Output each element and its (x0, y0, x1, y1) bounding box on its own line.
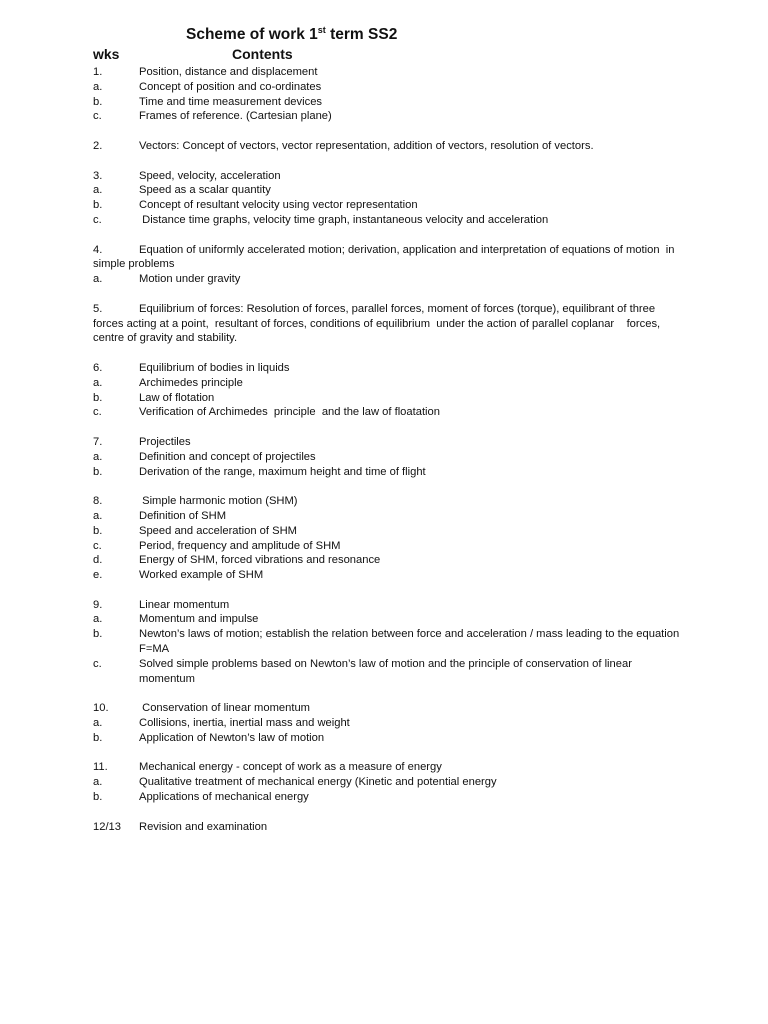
item-number: b. (93, 465, 103, 478)
list-item (93, 731, 683, 746)
item-number: d. (93, 554, 103, 567)
item-number: a. (93, 80, 103, 93)
item-text: Solved simple problems based on Newton’s law of motion and the principle of conservation of linear momentum (139, 657, 636, 685)
list-item (93, 361, 683, 376)
item-number: 11. (93, 761, 108, 774)
list-item (93, 169, 683, 184)
list-item (93, 820, 683, 835)
item-text: Distance time graphs, velocity time graph, instantaneous velocity and acceleration (139, 213, 549, 226)
item-text: Linear momentum (139, 598, 230, 611)
item-text: Concept of position and co-ordinates (139, 80, 322, 93)
blank-line (93, 346, 683, 361)
item-number: e. (93, 569, 103, 582)
item-text: Equation of uniformly accelerated motion; derivation, application and interpretation of equations of motion in simple problems (93, 243, 678, 271)
item-text: Worked example of SHM (139, 569, 264, 582)
title-prefix: Scheme of work 1 (186, 26, 318, 43)
item-text: Period, frequency and amplitude of SHM (139, 539, 341, 552)
list-item (93, 568, 683, 583)
item-number: a. (93, 509, 103, 522)
list-item (93, 243, 683, 273)
item-text: Conservation of linear momentum (139, 702, 310, 715)
list-item (93, 627, 683, 657)
item-text: Derivation of the range, maximum height and time of flight (139, 465, 426, 478)
blank-line (93, 686, 683, 701)
item-text: Position, distance and displacement (139, 66, 318, 78)
item-text: Definition of SHM (139, 509, 227, 522)
item-text: Mechanical energy - concept of work as a measure of energy (139, 761, 442, 774)
item-number: 8. (93, 495, 103, 508)
item-text: Application of Newton’s law of motion (139, 731, 325, 744)
list-item (93, 716, 683, 731)
item-number: 5. (93, 302, 103, 315)
list-item (93, 465, 683, 480)
item-number: b. (93, 524, 103, 537)
item-text: Projectiles (139, 435, 191, 448)
list-item (93, 598, 683, 613)
blank-line (93, 583, 683, 598)
item-number: c. (93, 110, 102, 123)
title-superscript: st (317, 25, 326, 35)
item-text: Definition and concept of projectiles (139, 450, 316, 463)
item-number: 1. (93, 66, 103, 78)
list-item (93, 95, 683, 110)
list-item (93, 509, 683, 524)
list-item (93, 80, 683, 95)
item-number: 7. (93, 435, 103, 448)
item-text: Equilibrium of forces: Resolution of forces, parallel forces, moment of forces (torque), equilibrant of three forces acting at a point, resultant of forces, conditions of equilibrium under the action of parallel coplanar forces, centre of gravity and stability. (93, 302, 664, 345)
list-item (93, 198, 683, 213)
list-item (93, 109, 683, 124)
list-item (93, 539, 683, 554)
item-number: 10. (93, 702, 109, 715)
item-text: Energy of SHM, forced vibrations and resonance (139, 554, 381, 567)
item-text: Concept of resultant velocity using vector representation (139, 199, 418, 212)
item-number: a. (93, 776, 103, 789)
item-text: Time and time measurement devices (139, 95, 323, 108)
list-item (93, 65, 683, 80)
blank-line (93, 228, 683, 243)
list-item (93, 524, 683, 539)
list-item (93, 657, 683, 687)
list-item (93, 494, 683, 509)
list-item (93, 701, 683, 716)
item-text: Newton’s laws of motion; establish the relation between force and acceleration / mass leading to the equation F=MA (139, 628, 683, 656)
item-number: b. (93, 391, 103, 404)
blank-line (93, 287, 683, 302)
item-text: Speed and acceleration of SHM (139, 524, 297, 537)
blank-line (93, 154, 683, 169)
list-item (93, 435, 683, 450)
list-item (93, 376, 683, 391)
item-number: 4. (93, 243, 103, 256)
blank-line (93, 124, 683, 139)
item-number: b. (93, 791, 103, 804)
list-item (93, 183, 683, 198)
item-text: Simple harmonic motion (SHM) (139, 495, 298, 508)
item-text: Verification of Archimedes principle and the law of floatation (139, 406, 440, 419)
item-number: c. (93, 406, 102, 419)
item-number: c. (93, 657, 102, 670)
list-item (93, 213, 683, 228)
list-item (93, 760, 683, 775)
column-header-wks: wks (93, 46, 120, 62)
item-text: Revision and examination (139, 820, 268, 833)
blank-line (93, 805, 683, 820)
list-item (93, 612, 683, 627)
blank-line (93, 420, 683, 435)
item-text: Applications of mechanical energy (139, 791, 309, 804)
item-number: b. (93, 199, 103, 212)
list-item (93, 391, 683, 406)
item-text: Equilibrium of bodies in liquids (139, 361, 290, 374)
item-text: Frames of reference. (Cartesian plane) (139, 110, 332, 123)
page-title (186, 25, 397, 44)
item-text: Qualitative treatment of mechanical energy (Kinetic and potential energy (139, 776, 497, 789)
item-number: a. (93, 273, 103, 286)
list-item (93, 790, 683, 805)
item-text: Momentum and impulse (139, 613, 259, 626)
item-number: c. (93, 539, 102, 552)
title-suffix: term SS2 (325, 26, 398, 43)
list-item (93, 272, 683, 287)
item-number: 2. (93, 139, 103, 152)
item-number: 9. (93, 598, 103, 611)
item-text: Archimedes principle (139, 376, 243, 389)
item-text: Speed, velocity, acceleration (139, 169, 281, 182)
list-item (93, 405, 683, 420)
item-number: 12/13 (93, 820, 121, 833)
item-text: Collisions, inertia, inertial mass and weight (139, 717, 350, 730)
list-item (93, 450, 683, 465)
item-number: b. (93, 731, 103, 744)
item-text: Vectors: Concept of vectors, vector representation, addition of vectors, resolution of vectors. (139, 139, 594, 152)
item-number: a. (93, 717, 103, 730)
item-number: a. (93, 450, 103, 463)
item-text: Motion under gravity (139, 273, 241, 286)
blank-line (93, 479, 683, 494)
item-number: 3. (93, 169, 103, 182)
list-item (93, 553, 683, 568)
item-number: a. (93, 376, 103, 389)
list-item (93, 775, 683, 790)
item-number: b. (93, 95, 103, 108)
column-header-contents: Contents (232, 46, 293, 62)
scheme-list (93, 65, 683, 834)
item-number: a. (93, 613, 103, 626)
item-text: Speed as a scalar quantity (139, 184, 271, 197)
blank-line (93, 746, 683, 761)
item-text: Law of flotation (139, 391, 215, 404)
item-number: b. (93, 628, 103, 641)
item-number: c. (93, 213, 102, 226)
list-item (93, 139, 683, 154)
item-number: 6. (93, 361, 103, 374)
item-number: a. (93, 184, 103, 197)
list-item (93, 302, 683, 346)
